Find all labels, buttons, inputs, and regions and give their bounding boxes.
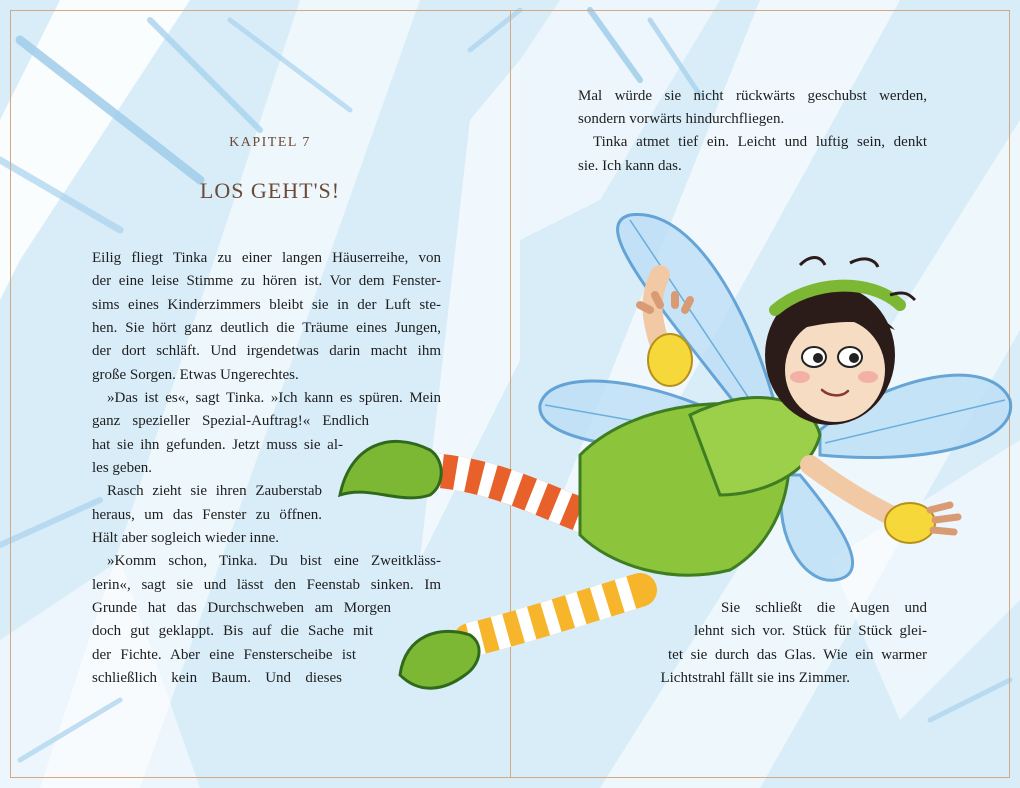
text-line: sims eines Kinderzimmers bleibt sie in der Luft ste- [92,297,441,313]
text-line: Lichtstrahl fällt sie ins Zimmer. [660,670,850,686]
text-line: sondern vorwärts hindurchfliegen. [578,111,785,127]
text-line: heraus, um das Fenster zu öffnen. [92,507,322,523]
text-line: lehnt sich vor. Stück für Stück glei- [694,623,927,639]
text-line: der dort schläft. Und irgendetwas darin macht ihm [92,343,441,359]
text-line: les geben. [92,460,152,476]
text-line: der Fichte. Aber eine Fensterscheibe ist [92,647,356,663]
text-line: Mal würde sie nicht rückwärts geschubst werden, [578,88,927,104]
text-line: Grunde hat das Durchschweben am Morgen [92,600,391,616]
text-line: der eine leise Stimme zu hören ist. Vor dem Fenster- [92,273,441,289]
text-line: »Komm schon, Tinka. Du bist eine Zweitkläss- [107,553,441,569]
text-line: Sie schließt die Augen und [721,600,927,616]
chapter-label: KAPITEL 7 [229,135,311,150]
text-line: sie. Ich kann das. [578,158,682,174]
text-line: Rasch zieht sie ihren Zauberstab [107,483,322,499]
chapter-title: LOS GEHT'S! [199,178,341,203]
text-line: doch gut geklappt. Bis auf die Sache mit [92,623,373,639]
text-line: hen. Sie hört ganz deutlich die Träume eines Jungen, [92,320,441,336]
text-line: ganz spezieller Spezial-Auftrag!« Endlich [92,413,369,429]
text-line: lerin«, sagt sie und lässt den Feenstab sinken. Im [92,577,441,593]
text-line: »Das ist es«, sagt Tinka. »Ich kann es spüren. Mein [107,390,441,406]
text-line: hat sie ihn gefunden. Jetzt muss sie al- [92,437,343,453]
text-line: Eilig fliegt Tinka zu einer langen Häuserreihe, von [92,250,441,266]
text-line: große Sorgen. Etwas Ungerechtes. [92,367,299,383]
text-line: Tinka atmet tief ein. Leicht und luftig sein, denkt [593,134,927,150]
text-line: Hält aber sogleich wieder inne. [92,530,280,546]
text-line: tet sie durch das Glas. Wie ein warmer [668,647,927,663]
text-line: schließlich kein Baum. Und dieses [92,670,342,686]
